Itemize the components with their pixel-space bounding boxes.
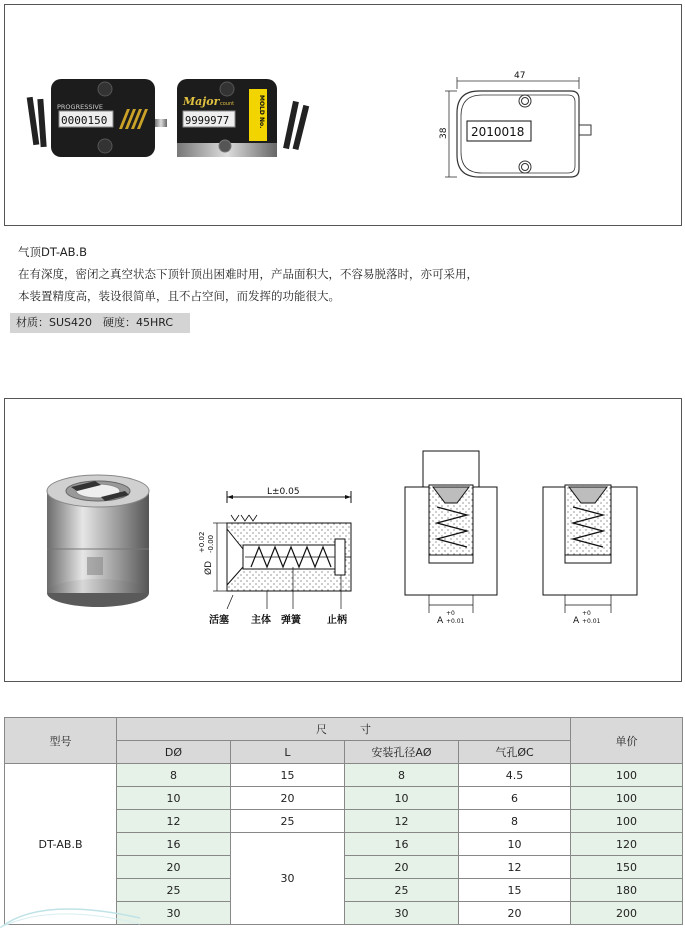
label-piston: 活塞 [209,615,229,626]
label-stopper: 止柄 [327,615,347,626]
counter-outline-drawing [439,71,591,177]
table-row [5,764,683,787]
subheader-l: L [231,741,345,764]
cell-l: 25 [231,810,345,833]
cell-c: 6 [459,787,571,810]
diameter-tol-lower: -0.00 [207,534,215,553]
length-dimension: L±0.05 [267,487,300,497]
cell-c: 10 [459,833,571,856]
cell-d: 8 [117,764,231,787]
cell-a: 12 [345,810,459,833]
counter-right-reading: 9999977 [185,115,230,127]
cell-price: 180 [571,879,683,902]
cell-price: 120 [571,833,683,856]
installation-drawing-1 [405,451,497,626]
counter-left-reading: 0000150 [61,114,108,127]
model-name-cell: DT-AB.B [5,764,117,925]
cell-a: 16 [345,833,459,856]
air-ejector-drawings [5,399,681,681]
header-size: 尺 寸 [117,718,571,741]
hole-tol-lower-1: +0.01 [446,618,465,625]
cell-c: 4.5 [459,764,571,787]
decorative-swoosh [0,888,140,928]
counter-right-brand: Major [183,95,220,108]
installation-drawing-2 [543,485,637,626]
mold-no-label: MOLD No. [258,95,265,129]
cell-l: 20 [231,787,345,810]
subheader-d: DØ [117,741,231,764]
cell-d: 30 [117,902,231,925]
cell-a: 10 [345,787,459,810]
label-body: 主体 [251,615,271,626]
cell-c: 8 [459,810,571,833]
product-title: 气顶DT-AB.B [18,245,88,259]
major-counter-image [177,79,277,157]
cell-a: 25 [345,879,459,902]
technical-drawing-panel [4,398,682,682]
cell-l: 15 [231,764,345,787]
counter-illustration [5,5,681,225]
hole-tol-upper-1: +0 [446,610,455,617]
diameter-dimension: ØD [204,560,214,575]
hole-dim-a-1: A [437,616,444,626]
hole-tol-upper-2: +0 [582,610,591,617]
material-info: 材质：SUS420 硬度：45HRC [10,313,190,333]
subheader-c: 气孔ØC [459,741,571,764]
description-line-1: 在有深度，密闭之真空状态下顶针顶出困难时用，产品面积大，不容易脱落时，亦可采用， [18,267,478,281]
diameter-tol-upper: +0.02 [198,531,206,553]
counter-left-brand: PROGRESSIVE [57,103,103,111]
hole-tol-lower-2: +0.01 [582,618,601,625]
product-photo-panel [4,4,682,226]
label-spring: 弹簧 [281,615,301,626]
cell-price: 150 [571,856,683,879]
cell-price: 100 [571,787,683,810]
header-price: 单价 [571,718,683,764]
cell-l-merged: 30 [231,833,345,925]
drawing-width-label: 47 [514,71,526,81]
cell-d: 20 [117,856,231,879]
cell-c: 12 [459,856,571,879]
air-ejector-photo [47,475,149,607]
cell-a: 20 [345,856,459,879]
cell-d: 10 [117,787,231,810]
drawing-reading: 2010018 [471,125,525,139]
description-line-2: 本装置精度高，装设很简单，且不占空间，而发挥的功能很大。 [18,289,340,303]
air-ejector-section [198,487,351,626]
drawing-height-label: 38 [439,127,449,139]
cell-price: 100 [571,764,683,787]
cell-a: 8 [345,764,459,787]
subheader-a: 安装孔径AØ [345,741,459,764]
progressive-counter-image [51,79,167,157]
counter-right-brand-sub: count [220,101,235,107]
cell-c: 15 [459,879,571,902]
hole-dim-a-2: A [573,616,580,626]
cell-d: 16 [117,833,231,856]
cell-a: 30 [345,902,459,925]
header-model: 型号 [5,718,117,764]
cell-price: 100 [571,810,683,833]
cell-d: 12 [117,810,231,833]
cell-d: 25 [117,879,231,902]
cell-price: 200 [571,902,683,925]
cell-c: 20 [459,902,571,925]
